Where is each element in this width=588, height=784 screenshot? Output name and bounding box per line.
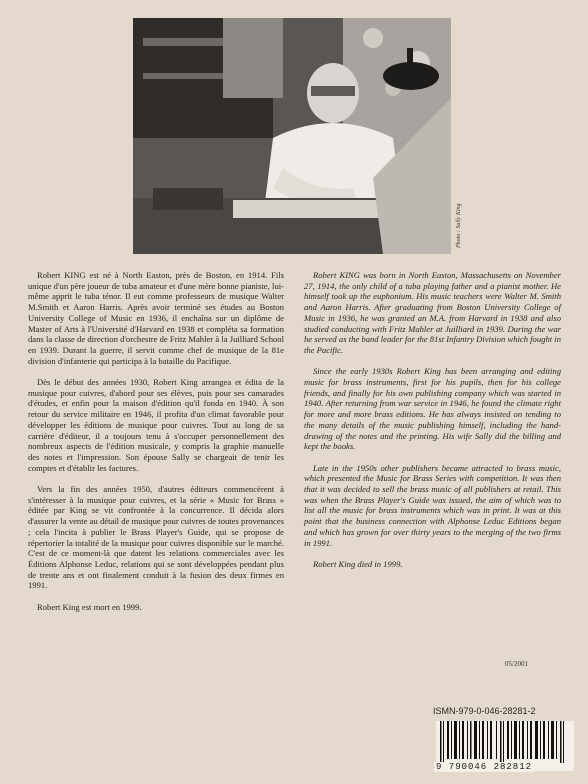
barcode-digits: 9 790046 282812 [436, 762, 533, 772]
ismn-number: ISMN-979-0-046-28281-2 [433, 706, 536, 716]
english-paragraph: Robert King died in 1999. [313, 558, 403, 569]
english-paragraph: Robert KING was born in North Easton, Massachusetts on November 27, 1914, the only child of a tuba playing father and a pianist mother. He himself took up the euphonium. His music teachers were Walter M. Smith and Aaron Harris. After graduating from Boston University College of Music in 1936, he was granted an M.A. from Harvard in 1938 and also studied conducting with Fritz Mahler at Juilliard in 1939. During the war he served as the band leader for the 81st Infantry Division which fought in the Pacific. [304, 270, 561, 355]
french-paragraph: Vers la fin des années 1950, d'autres éditeurs commencèrent à s'intéresser à la musique pour cuivres, et la série « Music for Brass » éditée par King se vit confrontée à la concurrence. Il décida alors d'assurer la vente au détail de musique pour cuivres de toutes provenances ; cela l'incita à publier le Brass Player's Guide, qui se propose de répertorier la totalité de la musique pour cuivres disponible sur le marché. C'est de ce moment-là que datent les relations commerciales avec les Éditions Alphonse Leduc, relations qui se sont développées pendant plus de trente ans et ont finalement conduit à la fusion des deux firmes en 1991. [28, 484, 284, 591]
print-date: 05/2001 [505, 660, 528, 668]
photo-credit: Photo : Sally King [456, 203, 462, 248]
french-paragraph: Robert KING est né à North Easton, près de Boston, en 1914. Fils unique d'un père joueur de tuba amateur et d'une mère bonne pianiste, lui-même apprit le tuba ténor. Il eut comme professeurs de musique Walter M.Smith et Aaron Harris. Après avoir terminé ses études au Boston University College of Music en 1936, il enchaîna sur un diplôme de Master of Arts à l'Université d'Harvard en 1938 et compléta sa formation dans la classe de direction d'orchestre de Fritz Mahler à la Juilliard School en 1939. Durant la guerre, il servit comme chef de musique de la 81e division d'infanterie qui participa à la bataille du Pacifique. [28, 270, 284, 366]
french-paragraph: Robert King est mort en 1999. [37, 601, 142, 612]
english-paragraph: Late in the 1950s other publishers became attracted to brass music, which presented the Music for Brass Series with competition. It was then that it was decided to sell the brass music of all publishers at retail. This was when the Brass Player's Guide was issued, the aim of which was to list all the music for brass instruments which was in print. It was at this point that the business connection with Alphonse Leduc Editions began and which has grown for over thirty years to the merging of the two firms in 1991. [304, 462, 561, 548]
french-paragraph: Dès le début des années 1930, Robert King arrangea et édita de la musique pour cuivres, d'abord pour ses élèves, puis pour ses camarades d'études, et enfin pour la maison d'édition qu'il fonda en 1940. À son retour du service militaire en 1946, il profita d'un climat favorable pour développer les éditions de musique pour cuivres. Tout au long de sa carrière d'éditeur, il a toujours tenu à s'occuper personnellement des nombreux aspects de l'édition musicale, y compris la graphie manuelle des notes et l'impression. Son épouse Sally se chargeait de tenir les comptes et d'établir les factures. [28, 377, 284, 473]
barcode-bars [436, 721, 574, 763]
english-column [304, 270, 561, 580]
photo-robert-king [133, 18, 451, 254]
french-column [28, 270, 284, 623]
english-paragraph: Since the early 1930s Robert King has been arranging and editing music for brass instruments, first for his pupils, then for his college friends, and finally for his own publishing company which was started in 1940. After returning from war service in 1946, he found the climate right for more and more brass editions. He has always insisted on tending to the many details of the music publishing himself, including the hand-drawing of the notes and the printing. His wife Sally did the billing and kept the books. [304, 366, 561, 452]
